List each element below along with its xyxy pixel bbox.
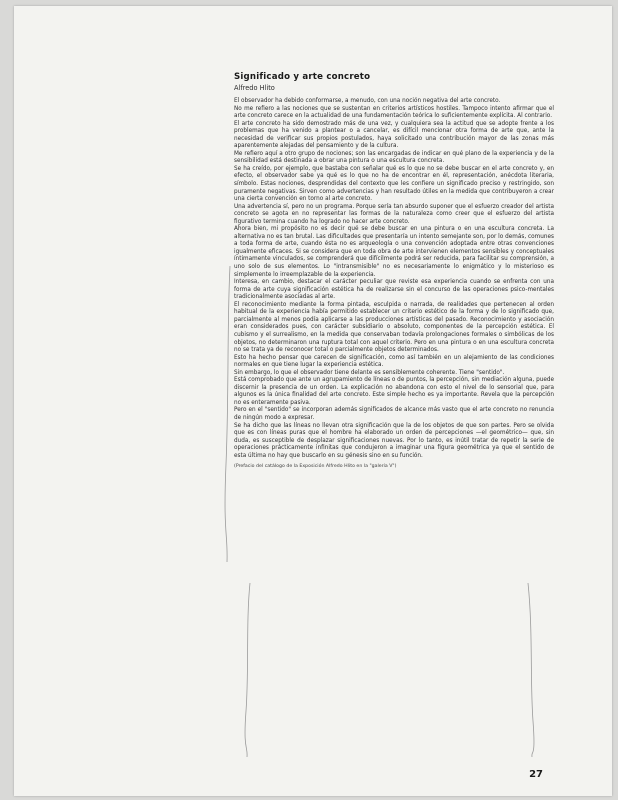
paragraph: Interesa, en cambio, destacar el carácter peculiar que reviste esa experiencia cuando se enfrenta con una forma de arte cuya significación estética ha de realizarse sin el concurso de las operaciones psico-mentales tradicionalmente asociadas al arte. [234,279,554,301]
paragraph: Está comprobado que ante un agrupamiento de líneas o de puntos, la percepción, sin mediación alguna, puede discernir la presencia de un orden. La explicación no abandona con esto el nivel de lo sensorial que, para algunos es la única finalidad del arte concreto. Este simple hecho es ya importante. Revela que la percepción no es enteramente pasiva. [234,377,554,406]
paragraph: No me refiero a las nociones que se sustentan en criterios artísticos hostiles. Tampoco intento afirmar que el arte concreto carece en la actualidad de una fundamentación teórica lo suficientemente explícita. Al contrario. [234,105,554,120]
paragraph: El observador ha debido conformarse, a menudo, con una noción negativa del arte concreto. [234,98,501,104]
paragraph: Ahora bien, mi propósito no es decir qué se debe buscar en una pintura o en una escultura concreta. La alternativa no es tan brutal. Las dificultades que presentaría un intento semejante son, por lo demás, comunes a toda forma de arte, cuando ésta no es arqueología o una convención adoptada entre otras convenciones igualmente eficaces. Si se considera que en toda obra de arte intervienen elementos sensibles y conceptuales íntimamente vinculados, se comprenderá que difícilmente podrá ser reducida, para facilitar su comprensión, a uno solo de sus elementos. Lo "intransmisible" no es necesariamente lo enigmático y lo misterioso es simplemente lo irreemplazable de la experiencia. [234,226,554,278]
article-body [234,98,554,460]
paragraph: Esto ha hecho pensar que carecen de significación, como así también en un alejamiento de las condiciones normales en que tiene lugar la experiencia estética. [234,354,554,369]
pencil-margin-mark [524,581,538,759]
paragraph: Sin embargo, lo que el observador tiene delante es sensiblemente coherente. Tiene "sentido". [234,369,505,376]
article-footnote: (Prefacio del catálogo de la Exposición Alfredo Hlito en la "galería V") [234,464,397,470]
article [234,72,554,470]
article-title: Significado y arte concreto [234,72,371,82]
pencil-margin-mark [242,581,254,759]
paragraph: Se ha creído, por ejemplo, que bastaba con señalar qué es lo que no se debe buscar en el arte concreto y, en efecto, el observador sabe ya qué es lo que no ha de encontrar en él, representación, anécdota literaria, símbolo. Estas nociones, desprendidas del contexto que les confiere un significado preciso y restringido, son puramente negativas. Sirven como advertencias y han resultado útiles en la medida que contribuyeron a crear una cierta convención en torno al arte concreto. [234,165,554,203]
paragraph: Una advertencia sí, pero no un programa. Porque sería tan absurdo suponer que el esfuerzo creador del artista concreto se agota en no representar las formas de la naturaleza como creer que el esfuerzo del artista figurativo termina cuando ha logrado no hacer arte concreto. [234,203,554,225]
article-author: Alfredo Hlito [234,84,275,92]
page-number: 27 [529,769,543,780]
paragraph: El arte concreto ha sido demostrado más de una vez, y cualquiera sea la actitud que se adopte frente a los problemas que ha venido a plantear o a cancelar, es difícil mencionar otra forma de arte que, ante la necesidad de verificar sus propios postulados, haya solicitado una contribución mayor de las zonas más aparentemente alejadas del pensamiento y de la cultura. [234,120,554,150]
document-page [14,6,612,796]
paragraph: Pero en el "sentido" se incorporan además significados de alcance más vasto que el arte concreto no renuncia de ningún modo a expresar. [234,407,554,421]
paragraph: Me refiero aquí a otro grupo de nociones; son las encargadas de indicar en qué plano de la experiencia y de la sensibilidad está destinada a obrar una pintura o una escultura concreta. [234,150,554,165]
paragraph: Se ha dicho que las líneas no llevan otra significación que la de los objetos de que son partes. Pero se olvida que es con líneas puras que el hombre ha elaborado un orden de percepciones —el geométrico— que, sin duda, es susceptible de desplazar significaciones nuevas. Por lo tanto, es inútil tratar de repetir la serie de operaciones prácticamente infinitas que condujeron a imaginar una figura geométrica ya que el sentido de esta última no hay que buscarlo en su génesis sino en su función. [234,422,554,459]
paragraph: El reconocimiento mediante la forma pintada, esculpida o narrada, de realidades que pertenecen al orden habitual de la experiencia había permitido establecer un criterio estético de la forma y de lo significado que, parcialmente al menos podía aplicarse a las producciones artísticas del pasado. Reconocimiento y asociación eran considerados pues, con carácter subsidiario o absoluto, componentes de la percepción estética. El cubismo y el surrealismo, en la medida que conservaban todavía prolongaciones formales o simbólicas de los objetos, no determinaron una ruptura total con aquel criterio. Pero en una pintura o en una escultura concreta no se trata ya de reconocer total o parcialmente objetos determinados. [234,301,554,354]
